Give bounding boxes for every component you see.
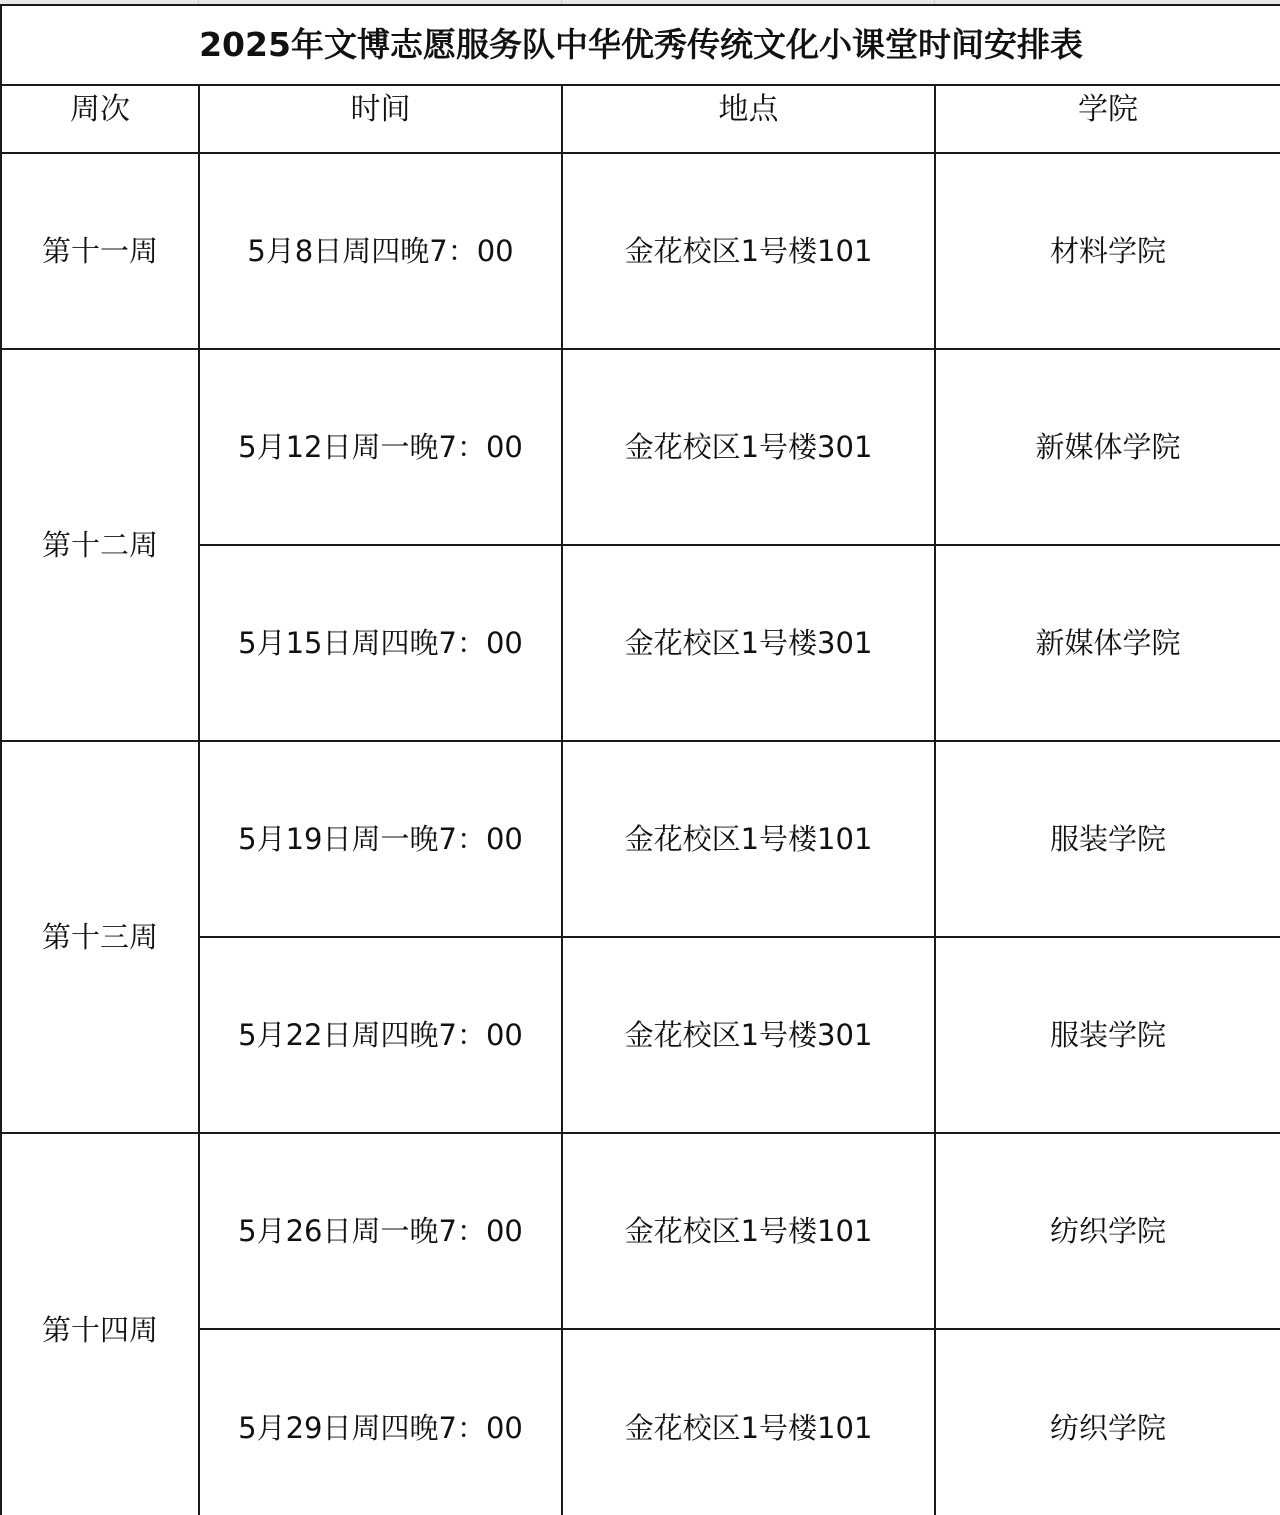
week-cell: 第十四周 <box>1 1133 199 1515</box>
table-row <box>1 349 1280 545</box>
place-cell: 金花校区1号楼301 <box>562 937 935 1133</box>
college-cell: 纺织学院 <box>935 1133 1280 1329</box>
table-title: 2025年文博志愿服务队中华优秀传统文化小课堂时间安排表 <box>1 5 1280 85</box>
week-cell: 第十一周 <box>1 153 199 349</box>
table-row <box>1 1133 1280 1329</box>
place-cell: 金花校区1号楼301 <box>562 545 935 741</box>
college-cell: 服装学院 <box>935 937 1280 1133</box>
time-cell: 5月22日周四晚7：00 <box>199 937 562 1133</box>
table-row <box>1 153 1280 349</box>
time-cell: 5月8日周四晚7：00 <box>199 153 562 349</box>
week-cell: 第十二周 <box>1 349 199 741</box>
header-time: 时间 <box>199 85 562 153</box>
place-cell: 金花校区1号楼101 <box>562 741 935 937</box>
place-cell: 金花校区1号楼101 <box>562 1133 935 1329</box>
header-college: 学院 <box>935 85 1280 153</box>
header-place: 地点 <box>562 85 935 153</box>
title-row <box>1 5 1280 85</box>
header-week: 周次 <box>1 85 199 153</box>
time-cell: 5月12日周一晚7：00 <box>199 349 562 545</box>
college-cell: 服装学院 <box>935 741 1280 937</box>
place-cell: 金花校区1号楼101 <box>562 1329 935 1515</box>
time-cell: 5月19日周一晚7：00 <box>199 741 562 937</box>
college-cell: 材料学院 <box>935 153 1280 349</box>
time-cell: 5月26日周一晚7：00 <box>199 1133 562 1329</box>
time-cell: 5月29日周四晚7：00 <box>199 1329 562 1515</box>
table-row <box>1 741 1280 937</box>
place-cell: 金花校区1号楼301 <box>562 349 935 545</box>
schedule-table <box>0 4 1280 1515</box>
college-cell: 纺织学院 <box>935 1329 1280 1515</box>
place-cell: 金花校区1号楼101 <box>562 153 935 349</box>
college-cell: 新媒体学院 <box>935 545 1280 741</box>
header-row <box>1 85 1280 153</box>
time-cell: 5月15日周四晚7：00 <box>199 545 562 741</box>
college-cell: 新媒体学院 <box>935 349 1280 545</box>
week-cell: 第十三周 <box>1 741 199 1133</box>
